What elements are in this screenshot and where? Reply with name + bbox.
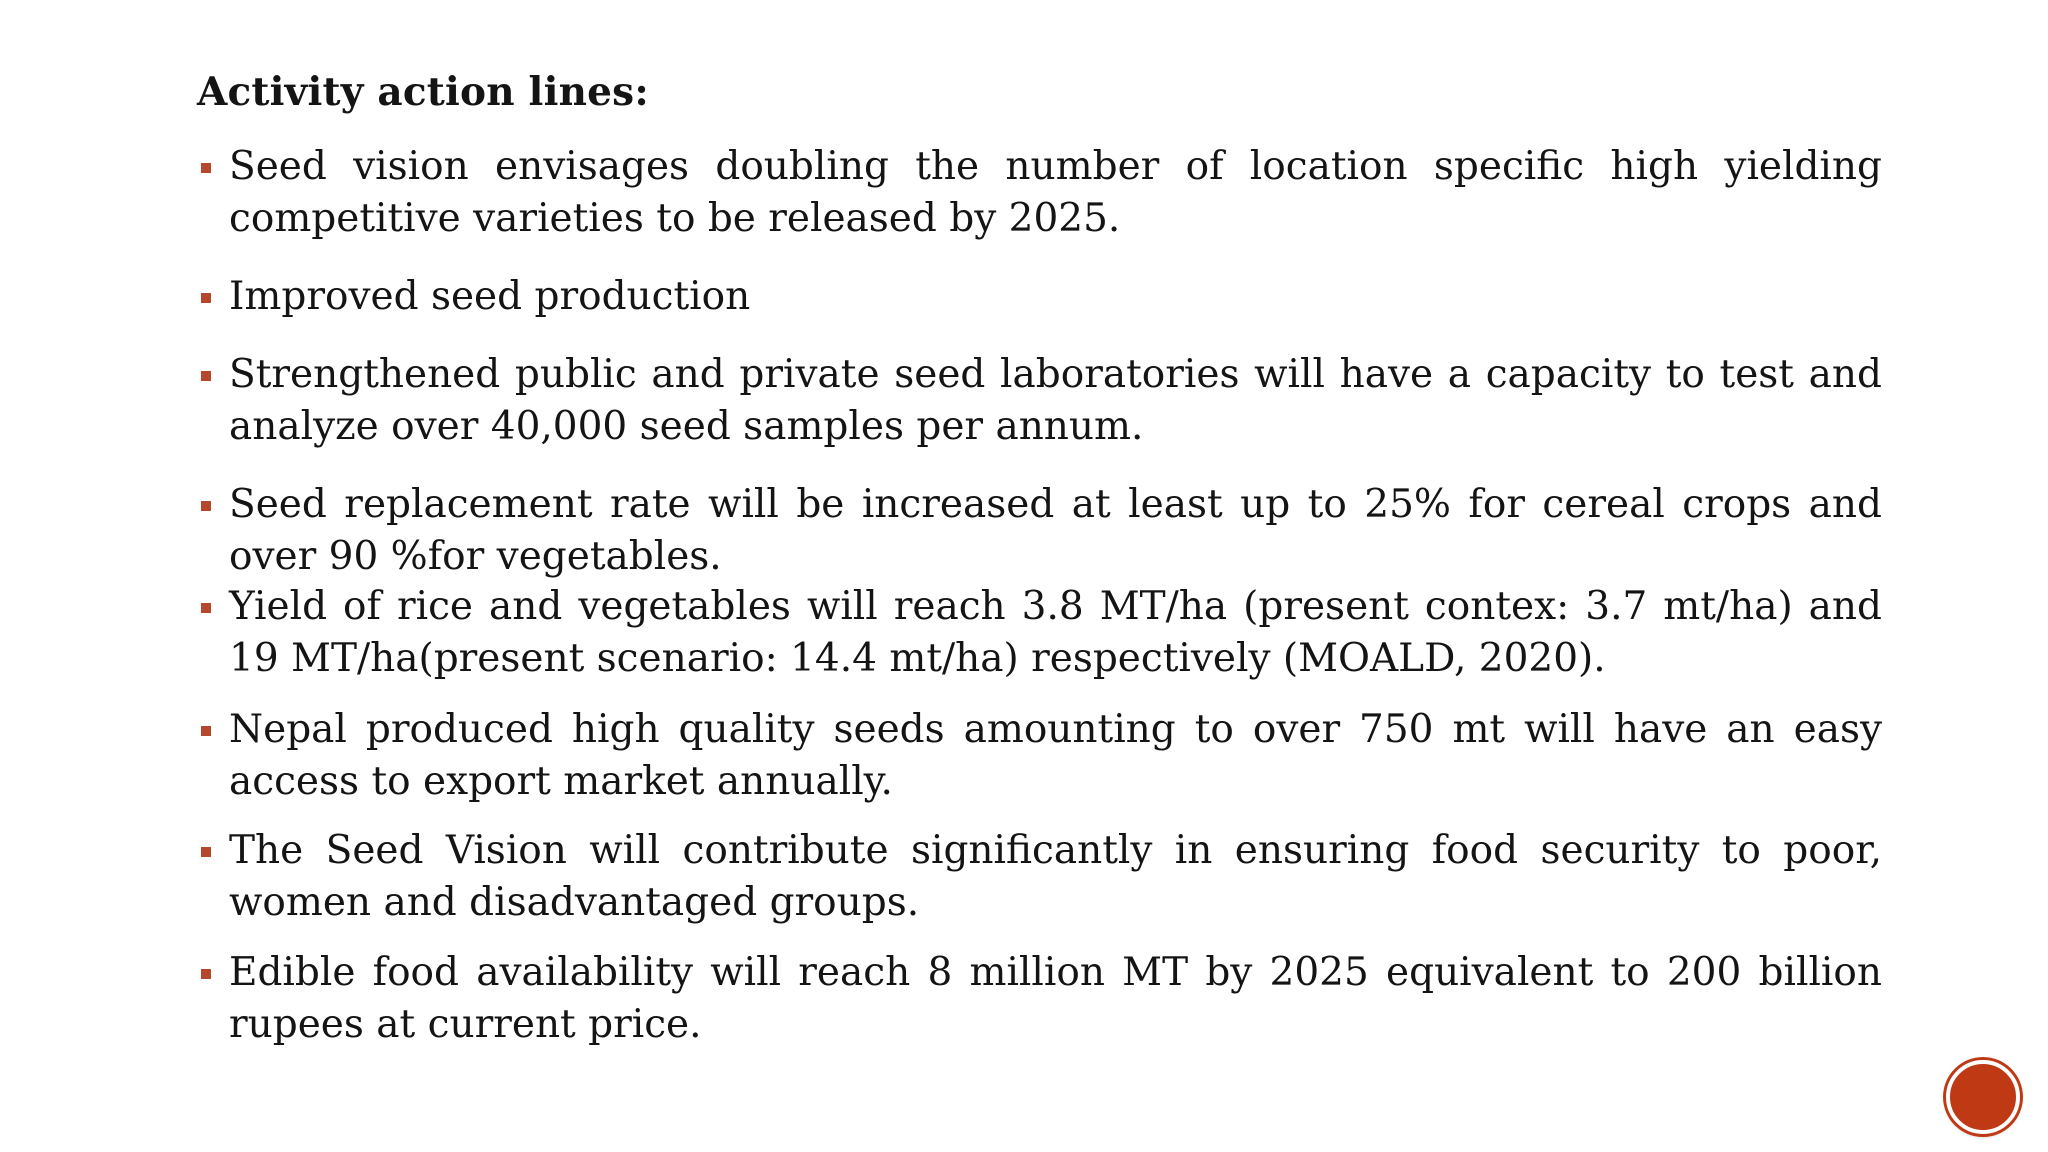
bullet-text: Strengthened public and private seed laboratories will have a capacity to test and analyze over 40,000 seed samples per annum. [229, 352, 1882, 449]
bullet-text: Improved seed production [229, 274, 751, 319]
bullet-text: Seed vision envisages doubling the number of location specific high yielding competitive varieties to be released by 2025. [229, 144, 1882, 241]
bullet-text: Nepal produced high quality seeds amounting to over 750 mt will have an easy access to export market annually. [229, 707, 1882, 804]
bullet-item [197, 479, 1882, 583]
bullet-marker-icon [201, 603, 211, 613]
bullet-item [197, 271, 1882, 323]
slide-heading: Activity action lines: [197, 69, 649, 115]
bullet-marker-icon [201, 501, 211, 511]
bullet-item [197, 825, 1882, 929]
bullet-marker-icon [201, 847, 211, 857]
bullet-marker-icon [201, 726, 211, 736]
bullet-item [197, 947, 1882, 1051]
bullet-item [197, 349, 1882, 453]
bullet-marker-icon [201, 371, 211, 381]
bullet-text: Seed replacement rate will be increased at least up to 25% for cereal crops and over 90 %for vegetables. [229, 482, 1882, 579]
bullet-text: The Seed Vision will contribute significantly in ensuring food security to poor, women and disadvantaged groups. [229, 828, 1882, 925]
bullet-item [197, 704, 1882, 808]
bullet-text: Yield of rice and vegetables will reach 3.8 MT/ha (present contex: 3.7 mt/ha) and 19 MT/ha(present scenario: 14.4 mt/ha) respectively (MOALD, 2020). [229, 584, 1882, 681]
bullet-marker-icon [201, 293, 211, 303]
circle-nav-icon[interactable] [1946, 1060, 2020, 1134]
bullet-text: Edible food availability will reach 8 million MT by 2025 equivalent to 200 billion rupees at current price. [229, 950, 1882, 1047]
bullet-marker-icon [201, 969, 211, 979]
bullet-item [197, 581, 1882, 685]
bullet-item [197, 141, 1882, 245]
bullet-marker-icon [201, 163, 211, 173]
